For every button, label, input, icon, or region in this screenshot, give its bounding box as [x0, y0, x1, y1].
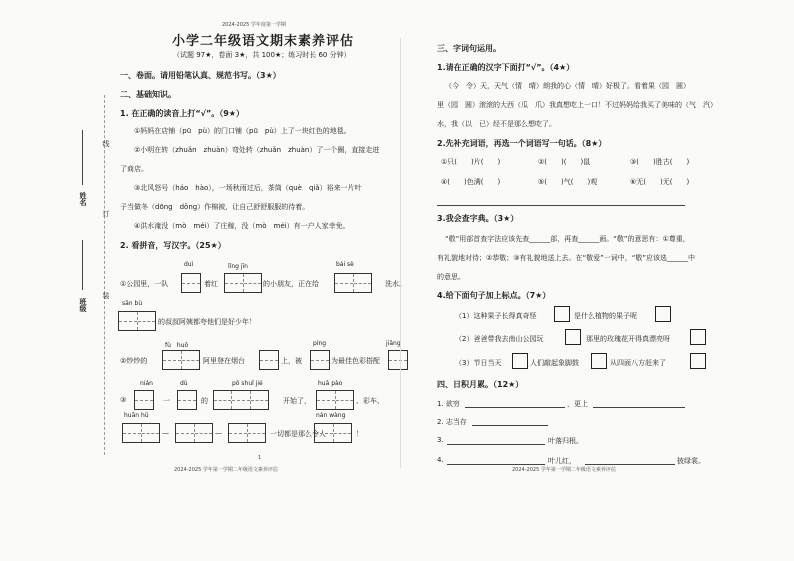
poem-4b: 叶儿红， [548, 457, 576, 465]
idiom-5: ⑤( )气( )观 [538, 178, 598, 186]
punct-box-3[interactable] [565, 329, 581, 345]
r4-text-a: ③ [120, 396, 127, 404]
r3-text-b: 阿里登在烟台 [203, 357, 245, 365]
r-q1-line-2: 里（园 圆）滚滚的大西（瓜 爪）我真想吃上一口！不过妈妈给我买了美味的（气 汽） [437, 101, 717, 109]
pinyin-sanbu: sān bù [122, 300, 143, 307]
seal-char-1: 线 [102, 140, 110, 147]
section-2: 二、基础知识。 [120, 90, 176, 99]
poem-2: 2. 志当存 [437, 418, 467, 426]
idiom-1: ①只( )片( ) [441, 158, 501, 166]
q1-item-3: ③北风怒号（háo hào），一场秋雨过后，茶筒（què qiǎ）裕来一片叶 [134, 184, 362, 192]
r1-text-c: 的小朋友，正在给 [263, 280, 319, 288]
dash-2: — [215, 429, 222, 437]
pinyin-lingjin: lǐng jīn [228, 263, 248, 270]
poem-1b: ，更上 [567, 400, 588, 408]
class-field[interactable] [82, 240, 83, 290]
r-q1-line-1: （今 令）天，天气（情 晴）朗我的心（情 晴）好极了。看着果（园 圆） [445, 82, 690, 90]
seal-char-2: 订 [102, 210, 110, 217]
r-q3-line-3: 的意思。 [437, 273, 465, 281]
poem-4: 4. [437, 456, 444, 464]
sentence-line[interactable] [437, 205, 685, 206]
tianzige-huapao[interactable] [316, 390, 354, 410]
q1-item-3b: 子当做冬（dōng dǒng）作棉被，让自己舒舒服服的待着。 [120, 203, 310, 211]
r-q1-line-3: 水，我（以 已）经不是那么想吃了。 [437, 120, 556, 128]
pinyin-du: dù [180, 380, 188, 387]
section-1: 一、卷面。请用铅笔认真、规范书写。（3★） [120, 71, 281, 80]
punct-3b: 人们敲起象脚鼓 [530, 359, 579, 367]
tianzige-lingjin[interactable] [224, 273, 262, 293]
tianzige-baise[interactable] [334, 273, 372, 293]
r5-text-b: ！ [356, 430, 363, 438]
name-label: 姓名 [79, 192, 87, 206]
pinyin-baise: bái sè [336, 261, 354, 268]
section-4: 四、日积月累。（12★） [437, 380, 524, 389]
r-q3-line-1: “敬”用部首查字法应该先查______部，再查______画。“敬”的意思有：①尊重， [445, 235, 690, 243]
binding-line [104, 95, 105, 455]
r-question-2: 2.先补充词语，再选一个词语写一句话。（8★） [437, 139, 607, 148]
tianzige-nian[interactable] [134, 390, 154, 410]
r3-text-c: 上，被 [281, 357, 302, 365]
pinyin-ping: píng [313, 340, 327, 347]
r2-text-a: 的叔叔阿姨都夸他们是好少年！ [158, 318, 256, 326]
q1-item-2b: 了商店。 [120, 165, 148, 173]
punct-2a: （2）爸爸带我去南山公园玩 [455, 335, 544, 343]
r-question-1: 1.请在正确的汉字下面打“√”。（4★） [437, 63, 575, 72]
pinyin-jiang: jiāng [386, 340, 401, 347]
r3-text-d: 为最佳色彩搭配 [331, 357, 380, 365]
seal-char-3: 装 [102, 292, 110, 299]
pinyin-nian: nián [140, 380, 153, 387]
r4-text-d: 开始了， [283, 397, 311, 405]
r-q3-line-2: 有礼貌地对待；②恭敬；③有礼貌地送上去。在“敬爱”一词中，“敬”应该选______中 [437, 254, 696, 262]
r3-text-a: ②炒炒的 [120, 357, 148, 365]
punct-3a: （3）节日当天 [455, 359, 502, 367]
punct-1b: 是什么植物的果子呢 [574, 312, 637, 320]
page-title: 小学二年级语文期末素养评估 [172, 34, 355, 49]
punct-box-2[interactable] [655, 306, 671, 322]
poem-blank-1[interactable] [465, 407, 565, 408]
page-number: 1 [258, 455, 262, 461]
r-question-3: 3.我会查字典。（3★） [437, 214, 519, 223]
r5-text-a: 一切都是那么令人 [270, 430, 326, 438]
poem-blank-6[interactable] [585, 464, 675, 465]
idiom-2: ②( )( )鼠 [538, 158, 591, 166]
q1-item-4: ④洪水淹没（mò méi）了庄稼，没（mò méi）有一户人家幸免。 [134, 222, 350, 230]
section-3: 三、字词句运用。 [437, 44, 501, 53]
tianzige-ping[interactable] [310, 350, 330, 370]
column-divider [400, 38, 401, 468]
r4-text-b: 一 [163, 397, 170, 405]
r1-text-b: 着红 [204, 280, 218, 288]
tianzige-nanwang[interactable] [314, 423, 352, 443]
punct-1a: （1）这种果子长得真奇怪 [455, 312, 537, 320]
punct-box-4[interactable] [690, 329, 706, 345]
poem-blank-4[interactable] [447, 444, 545, 445]
r1-text-d: 洗水。 [385, 280, 406, 288]
left-footer: 2024-2025 学年第一学期二年级语文素养评估 [174, 467, 278, 473]
punct-box-6[interactable] [591, 353, 607, 369]
pinyin-huapao: huā pào [318, 380, 343, 387]
class-label: 班级 [79, 298, 87, 312]
poem-4c: 披绿裳。 [677, 457, 705, 465]
pinyin-fuhuo: fù huǒ [165, 342, 189, 349]
exam-info: （试题 97★，卷面 3★，共 100★；练习时长 60 分钟） [173, 51, 351, 59]
idiom-6: ⑥无( )无( ) [630, 178, 690, 186]
tianzige-sanbu[interactable] [118, 311, 156, 331]
tianzige-dui[interactable] [181, 273, 201, 293]
dash-1: — [162, 429, 169, 437]
pinyin-dui: duì [184, 261, 194, 268]
tianzige-tai[interactable] [259, 350, 279, 370]
idiom-4: ④( )色满( ) [441, 178, 501, 186]
tianzige-blank-2[interactable] [228, 423, 266, 443]
tianzige-fuhuo[interactable] [162, 350, 200, 370]
q1-item-1: ①妈妈在店铺（pū pù）的门口铺（pū pù）上了一块红色的地毯。 [134, 127, 351, 135]
poem-blank-5[interactable] [447, 464, 545, 465]
punct-box-1[interactable] [554, 306, 570, 322]
poem-3: 3. [437, 436, 444, 444]
pinyin-huanhu: huān hū [124, 412, 149, 419]
question-2: 2. 看拼音，写汉字。（25★） [120, 241, 226, 250]
tianzige-jiang[interactable] [388, 350, 408, 370]
q1-item-2: ②小明在转（zhuǎn zhuàn）弯处转（zhuǎn zhuàn）了一个圈，直接走进 [134, 146, 380, 154]
punct-box-7[interactable] [690, 353, 706, 369]
poem-blank-2[interactable] [593, 407, 685, 408]
tianzige-blank-1[interactable] [175, 423, 213, 443]
punct-3c: 从四面八方赶来了 [610, 359, 666, 367]
idiom-3: ③( )胜古( ) [630, 158, 690, 166]
tianzige-du[interactable] [177, 390, 197, 410]
poem-1a: 1. 欲穷 [437, 400, 460, 408]
poem-blank-3[interactable] [472, 425, 548, 426]
tianzige-poshuijie[interactable] [213, 390, 269, 410]
name-field[interactable] [82, 130, 83, 185]
r1-text-a: ①公园里，一队 [120, 280, 169, 288]
year-term: 2024-2025 学年度第一学期 [222, 22, 286, 28]
right-footer: 2024-2025 学年第一学期二年级语文素养评估 [512, 467, 616, 473]
pinyin-poshuijie: pō shuǐ jié [232, 380, 263, 387]
question-1: 1. 在正确的读音上打“√”。（9★） [120, 109, 244, 118]
r4-text-e: 、彩车、 [356, 397, 384, 405]
punct-2b: 那里的玫瑰花开得真漂亮呀 [586, 335, 670, 343]
r-question-4: 4.给下面句子加上标点。（7★） [437, 291, 551, 300]
poem-3b: 叶落归根。 [548, 437, 583, 445]
punct-box-5[interactable] [512, 353, 528, 369]
tianzige-huanhu[interactable] [122, 423, 160, 443]
pinyin-nanwang: nán wàng [316, 412, 346, 419]
r4-text-c: 的 [201, 397, 208, 405]
